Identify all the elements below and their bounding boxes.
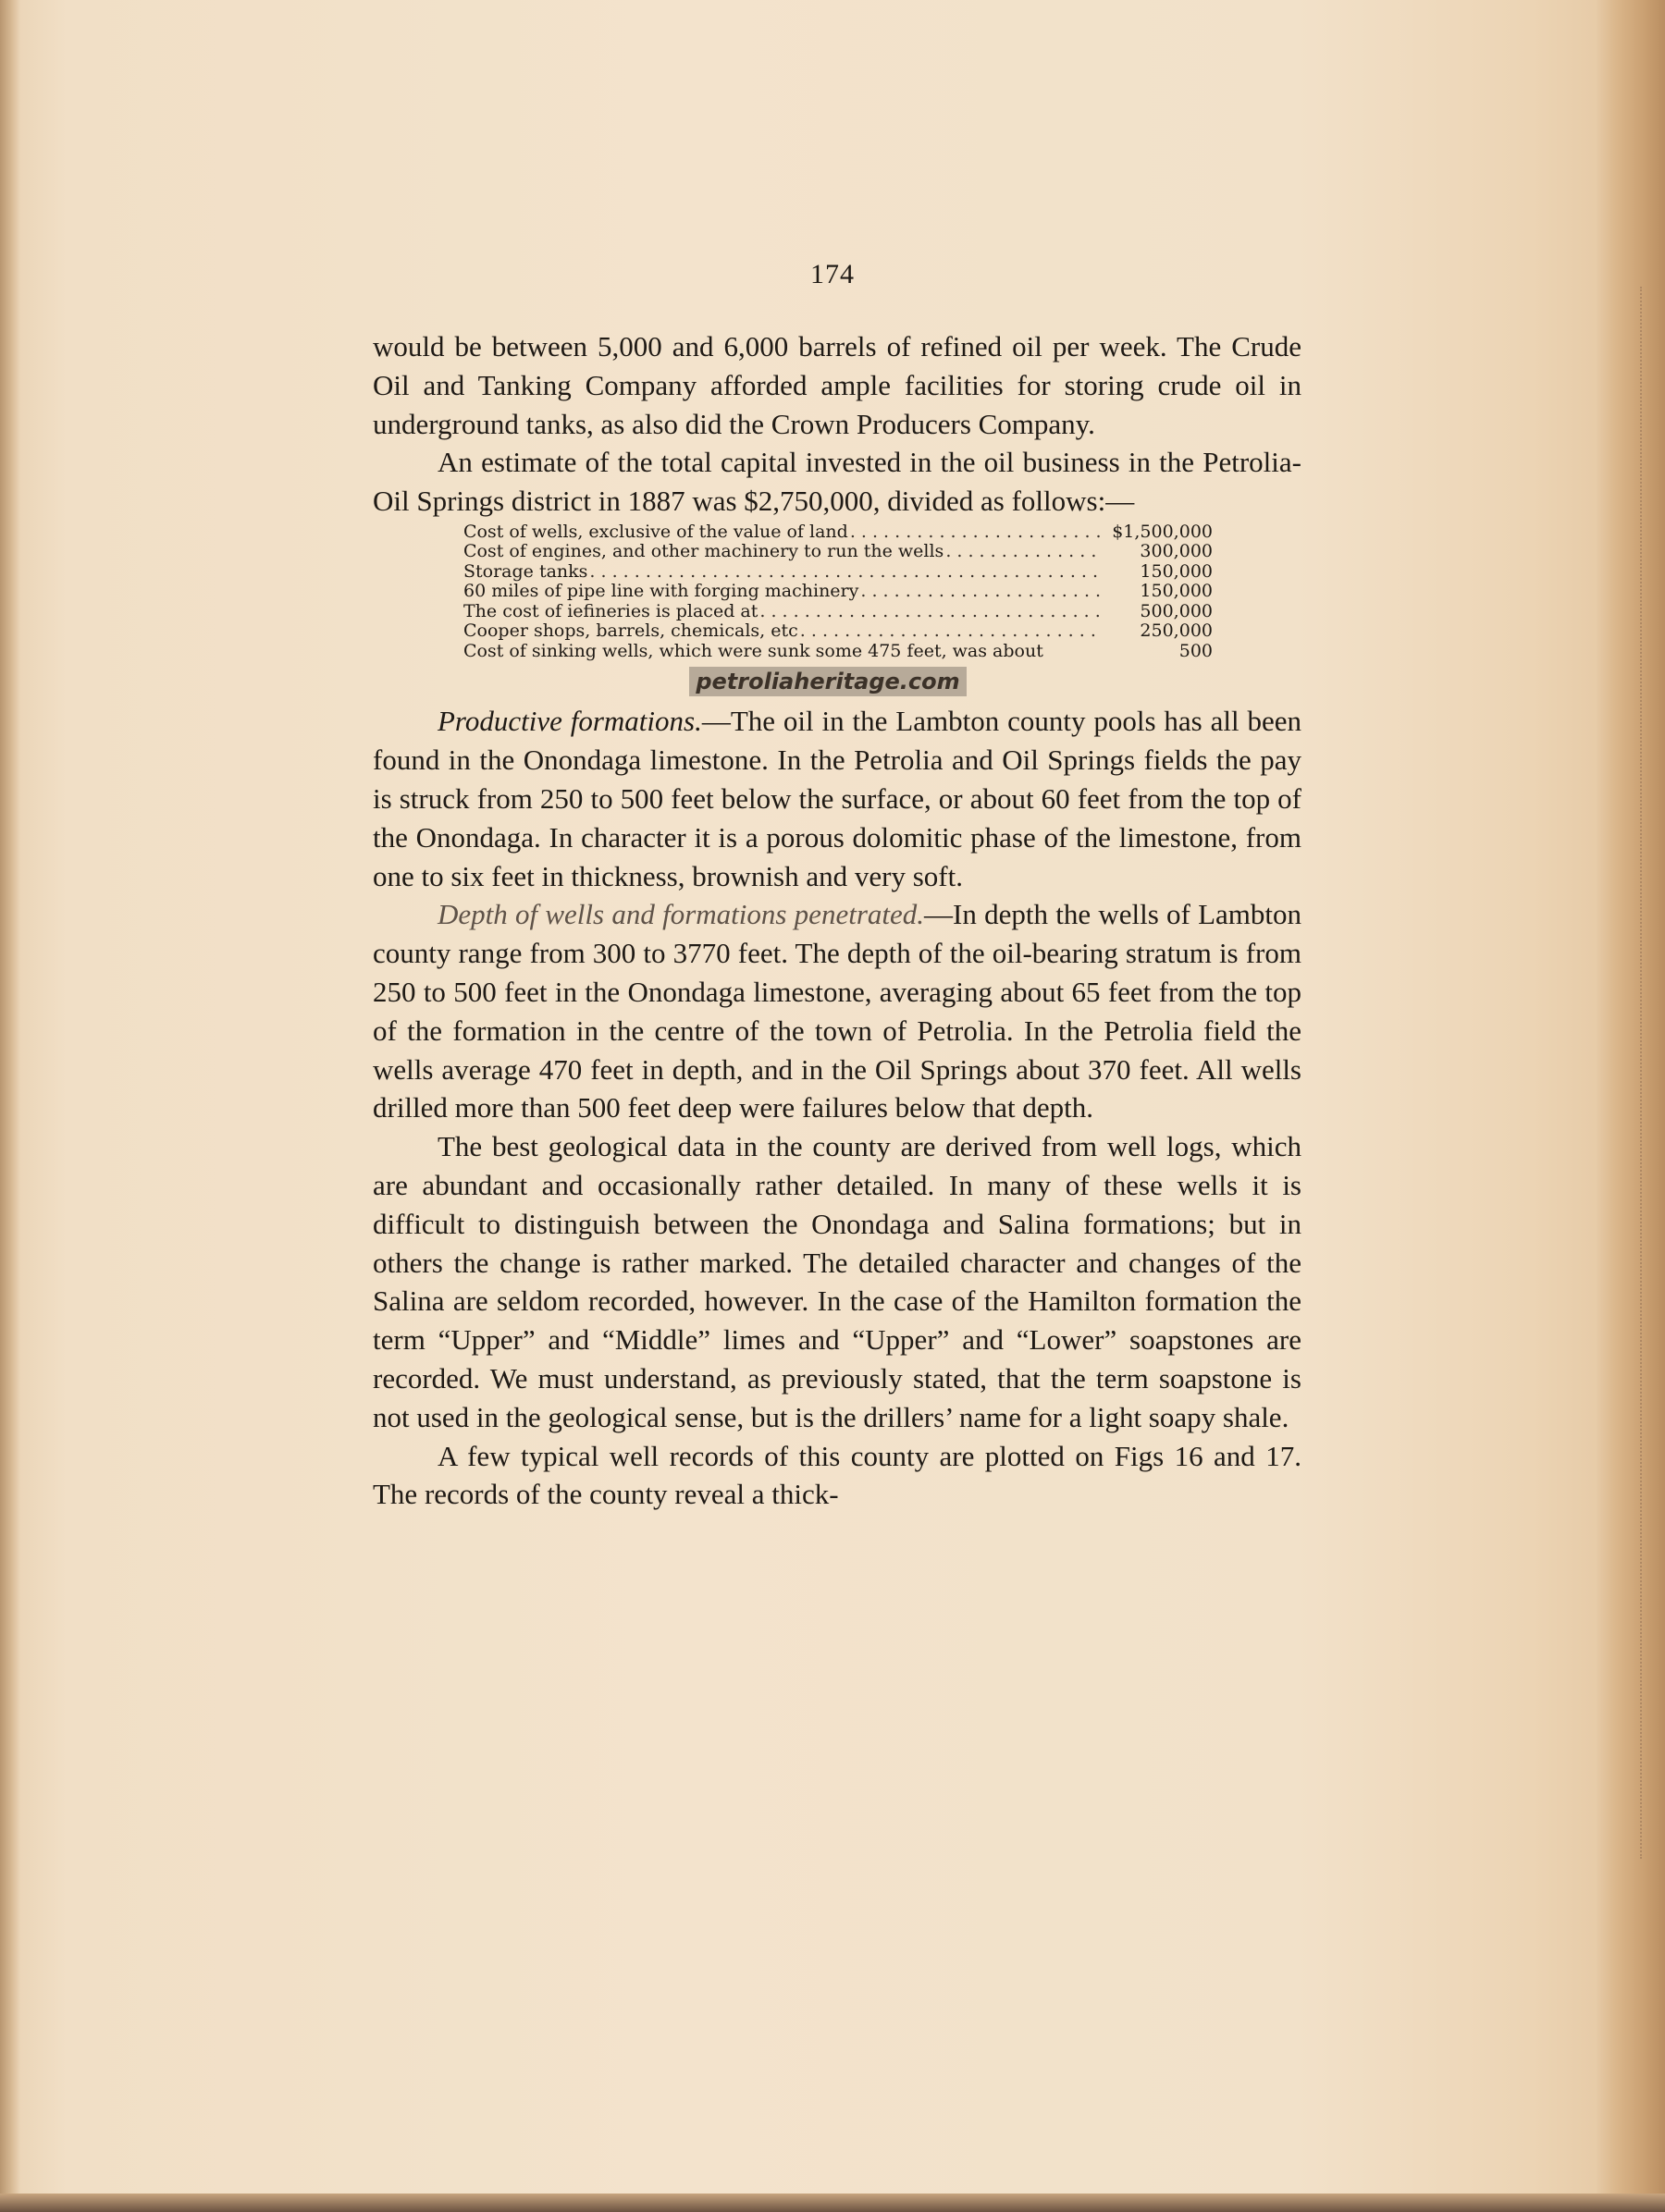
page-number: 174 <box>810 259 855 289</box>
section-heading: Productive formations. <box>438 705 702 738</box>
table-row-value: 300,000 <box>1140 541 1213 562</box>
table-row-label: Cost of engines, and other machinery to run the wells <box>463 541 944 562</box>
section-heading: Depth of wells and formations penetrated. <box>438 898 925 931</box>
paragraph-continuation: would be between 5,000 and 6,000 barrels of refined oil per week. The Crude Oil and Tanking Company afforded ample facilities for storing crude oil in underground tanks, as also did the Crown Producers Company. <box>373 330 1301 440</box>
table-row-value: 150,000 <box>1140 560 1213 582</box>
table-row-label: Cost of sinking wells, which were sunk some 475 feet, was about <box>463 640 1043 661</box>
paragraph-productive-formations <box>373 702 1301 895</box>
body-text <box>373 327 1301 1514</box>
table-row <box>463 582 1213 602</box>
dot-leader <box>850 522 1100 543</box>
paragraph-capital-estimate: An estimate of the total capital invested in the oil business in the Petrolia-Oil Springs district in 1887 was $2,750,000, divided as follows:— <box>373 446 1301 518</box>
table-row-value: 500,000 <box>1140 600 1213 621</box>
table-row <box>463 542 1213 562</box>
dot-leader <box>800 621 1100 642</box>
edge-marks <box>1640 287 1655 1859</box>
table-row-value: 150,000 <box>1140 581 1213 602</box>
dot-leader <box>589 562 1100 583</box>
table-row-value: 500 <box>1178 640 1213 661</box>
table-row-label: 60 miles of pipe line with forging machinery <box>463 581 859 602</box>
adjacent-page-edge <box>1596 0 1665 2212</box>
table-row-label: The cost of iefineries is placed at <box>463 600 758 621</box>
paragraph-well-records: A few typical well records of this county are plotted on Figs 16 and 17. The records of the county reveal a thick- <box>373 1439 1301 1511</box>
bottom-edge <box>0 2194 1665 2212</box>
table-row-label: Cooper shops, barrels, chemicals, etc <box>463 621 798 642</box>
watermark-text: petroliaheritage.com <box>689 667 967 696</box>
table-row-value: $1,500,000 <box>1112 521 1213 542</box>
dot-leader <box>945 542 1100 562</box>
table-row-label: Cost of wells, exclusive of the value of land <box>463 521 848 542</box>
table-row <box>463 621 1213 642</box>
table-row <box>463 522 1213 543</box>
table-row-label: Storage tanks <box>463 560 588 582</box>
dot-leader <box>759 602 1100 622</box>
table-row-value: 250,000 <box>1140 621 1213 642</box>
binding-shadow <box>0 0 20 2212</box>
table-row <box>463 642 1213 662</box>
paragraph-body: —The oil in the Lambton county pools has all been found in the Onondaga limestone. In the Petrolia and Oil Springs fields the pay is struck from 250 to 500 feet below the surface, or about 60 feet from the top of the Onondaga. In character it is a porous dolomitic phase of the limestone, from one to six feet in thickness, brownish and very soft. <box>373 705 1301 892</box>
paragraph-geological-data: The best geological data in the county are derived from well logs, which are abundant and occasionally rather detailed. In many of these wells it is difficult to distinguish between the Onondaga and Salina formations; but in others the change is rather marked. The detailed character and changes of the Salina are seldom recorded, however. In the case of the Hamilton formation the term “Upper” and “Middle” limes and “Upper” and “Lower” soapstones are recorded. We must understand, as previously stated, that the term soapstone is not used in the geological sense, but is the drillers’ name for a light soapy shale. <box>373 1130 1301 1433</box>
table-row <box>463 602 1213 622</box>
dot-leader <box>860 582 1100 602</box>
capital-table <box>463 522 1213 662</box>
paragraph-body: —In depth the wells of Lambton county range from 300 to 3770 feet. The depth of the oil-bearing stratum is from 250 to 500 feet in the Onondaga limestone, averaging about 65 feet from the top of the formation in the centre of the town of Petrolia. In the Petrolia field the wells average 470 feet in depth, and in the Oil Springs about 370 feet. All wells drilled more than 500 feet deep were failures below that depth. <box>373 898 1301 1124</box>
table-row <box>463 562 1213 583</box>
paragraph-depth-of-wells <box>373 895 1301 1127</box>
